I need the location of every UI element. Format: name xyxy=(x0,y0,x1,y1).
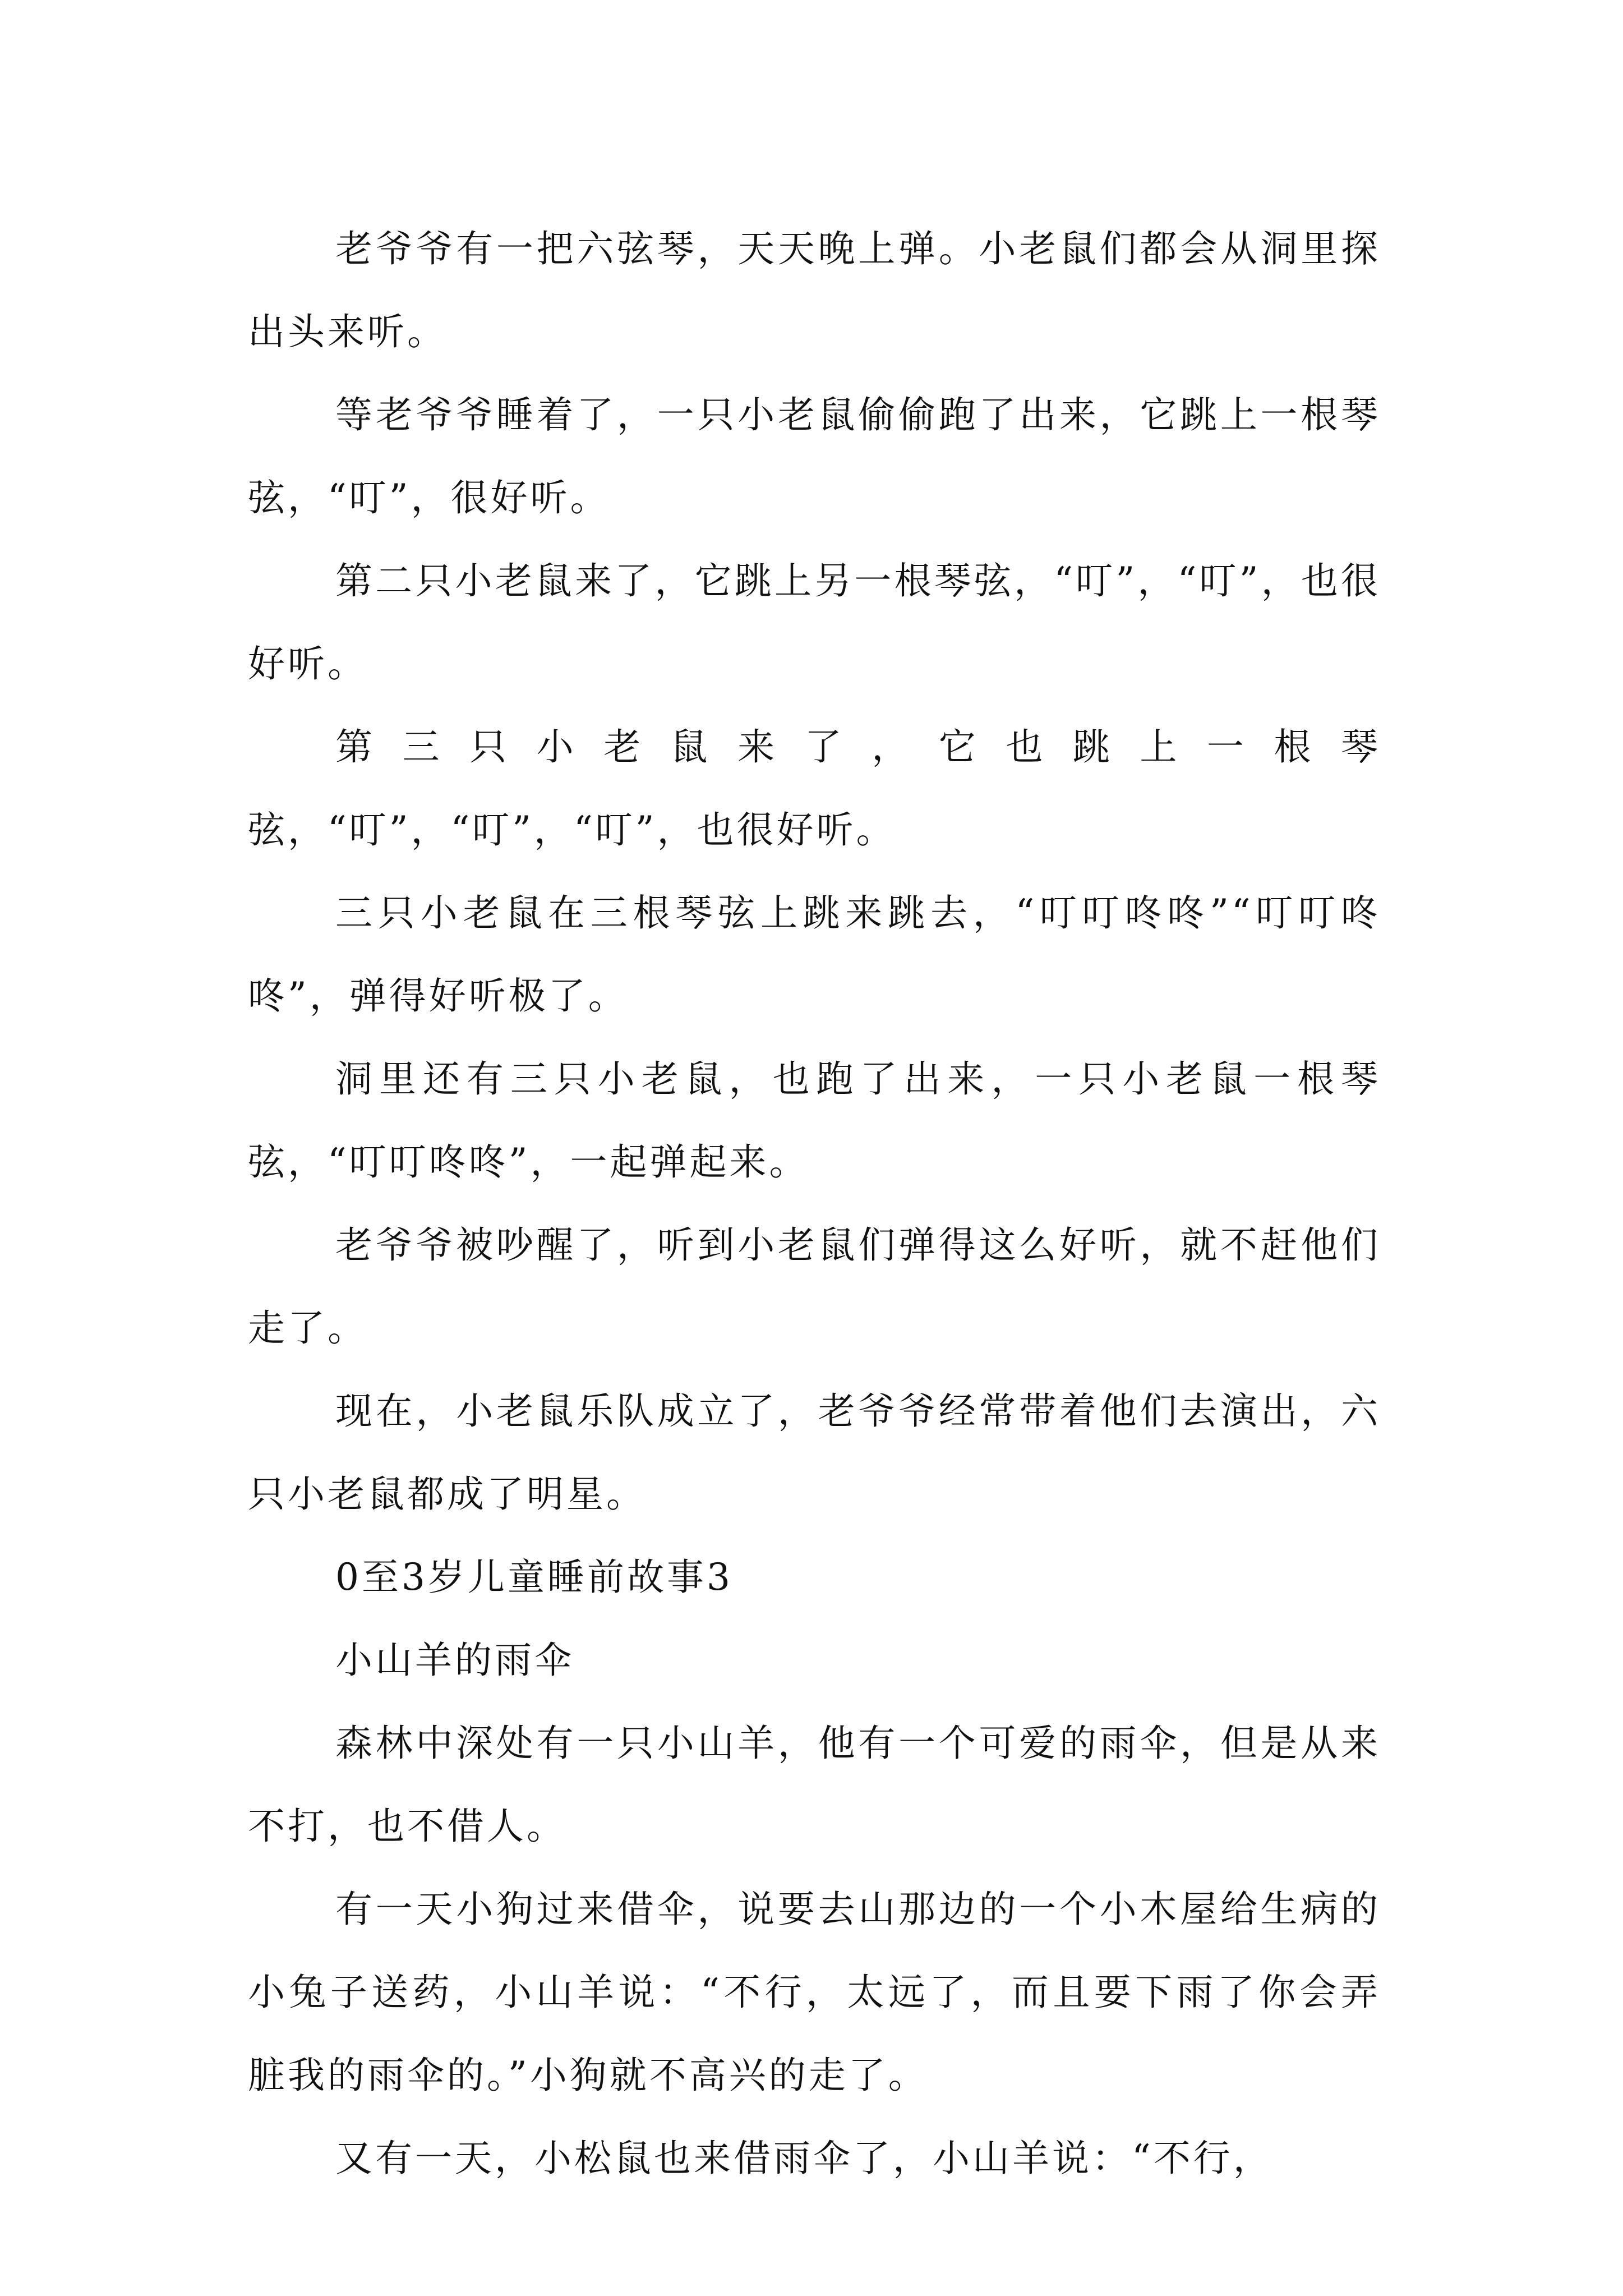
paragraph: 森林中深处有一只小山羊，他有一个可爱的雨伞，但是从来不打，也不借人。 xyxy=(248,1722,1381,1848)
paragraph: 又有一天，小松鼠也来借雨伞了，小山羊说：“不行， xyxy=(335,2137,1273,2180)
paragraph: 有一天小狗过来借伞，说要去山那边的一个小木屋给生病的小兔子送药，小山羊说：“不行，太远了，而且要下雨了你会弄脏我的雨伞的。”小狗就不高兴的走了。 xyxy=(248,1888,1381,2097)
paragraph: 老爷爷有一把六弦琴，天天晚上弹。小老鼠们都会从洞里探出头来听。 xyxy=(248,227,1381,353)
story-heading: 0至3岁儿童睡前故事3 xyxy=(335,1556,733,1599)
paragraph: 第三只小老鼠来了，它也跳上一根琴弦，“叮”，“叮”，“叮”，也很好听。 xyxy=(248,725,1381,852)
story-title: 小山羊的雨伞 xyxy=(335,1639,574,1682)
paragraph: 三只小老鼠在三根琴弦上跳来跳去，“叮叮咚咚”“叮叮咚咚”，弹得好听极了。 xyxy=(248,891,1381,1018)
paragraph: 现在，小老鼠乐队成立了，老爷爷经常带着他们去演出，六只小老鼠都成了明星。 xyxy=(248,1389,1381,1516)
paragraph: 老爷爷被吵醒了，听到小老鼠们弹得这么好听，就不赶他们走了。 xyxy=(248,1223,1381,1350)
paragraph: 第二只小老鼠来了，它跳上另一根琴弦，“叮”，“叮”，也很好听。 xyxy=(248,559,1381,685)
paragraph: 等老爷爷睡着了，一只小老鼠偷偷跑了出来，它跳上一根琴弦，“叮”，很好听。 xyxy=(248,393,1381,519)
document-body xyxy=(248,208,1381,2200)
paragraph: 洞里还有三只小老鼠，也跑了出来，一只小老鼠一根琴弦，“叮叮咚咚”，一起弹起来。 xyxy=(248,1057,1381,1184)
